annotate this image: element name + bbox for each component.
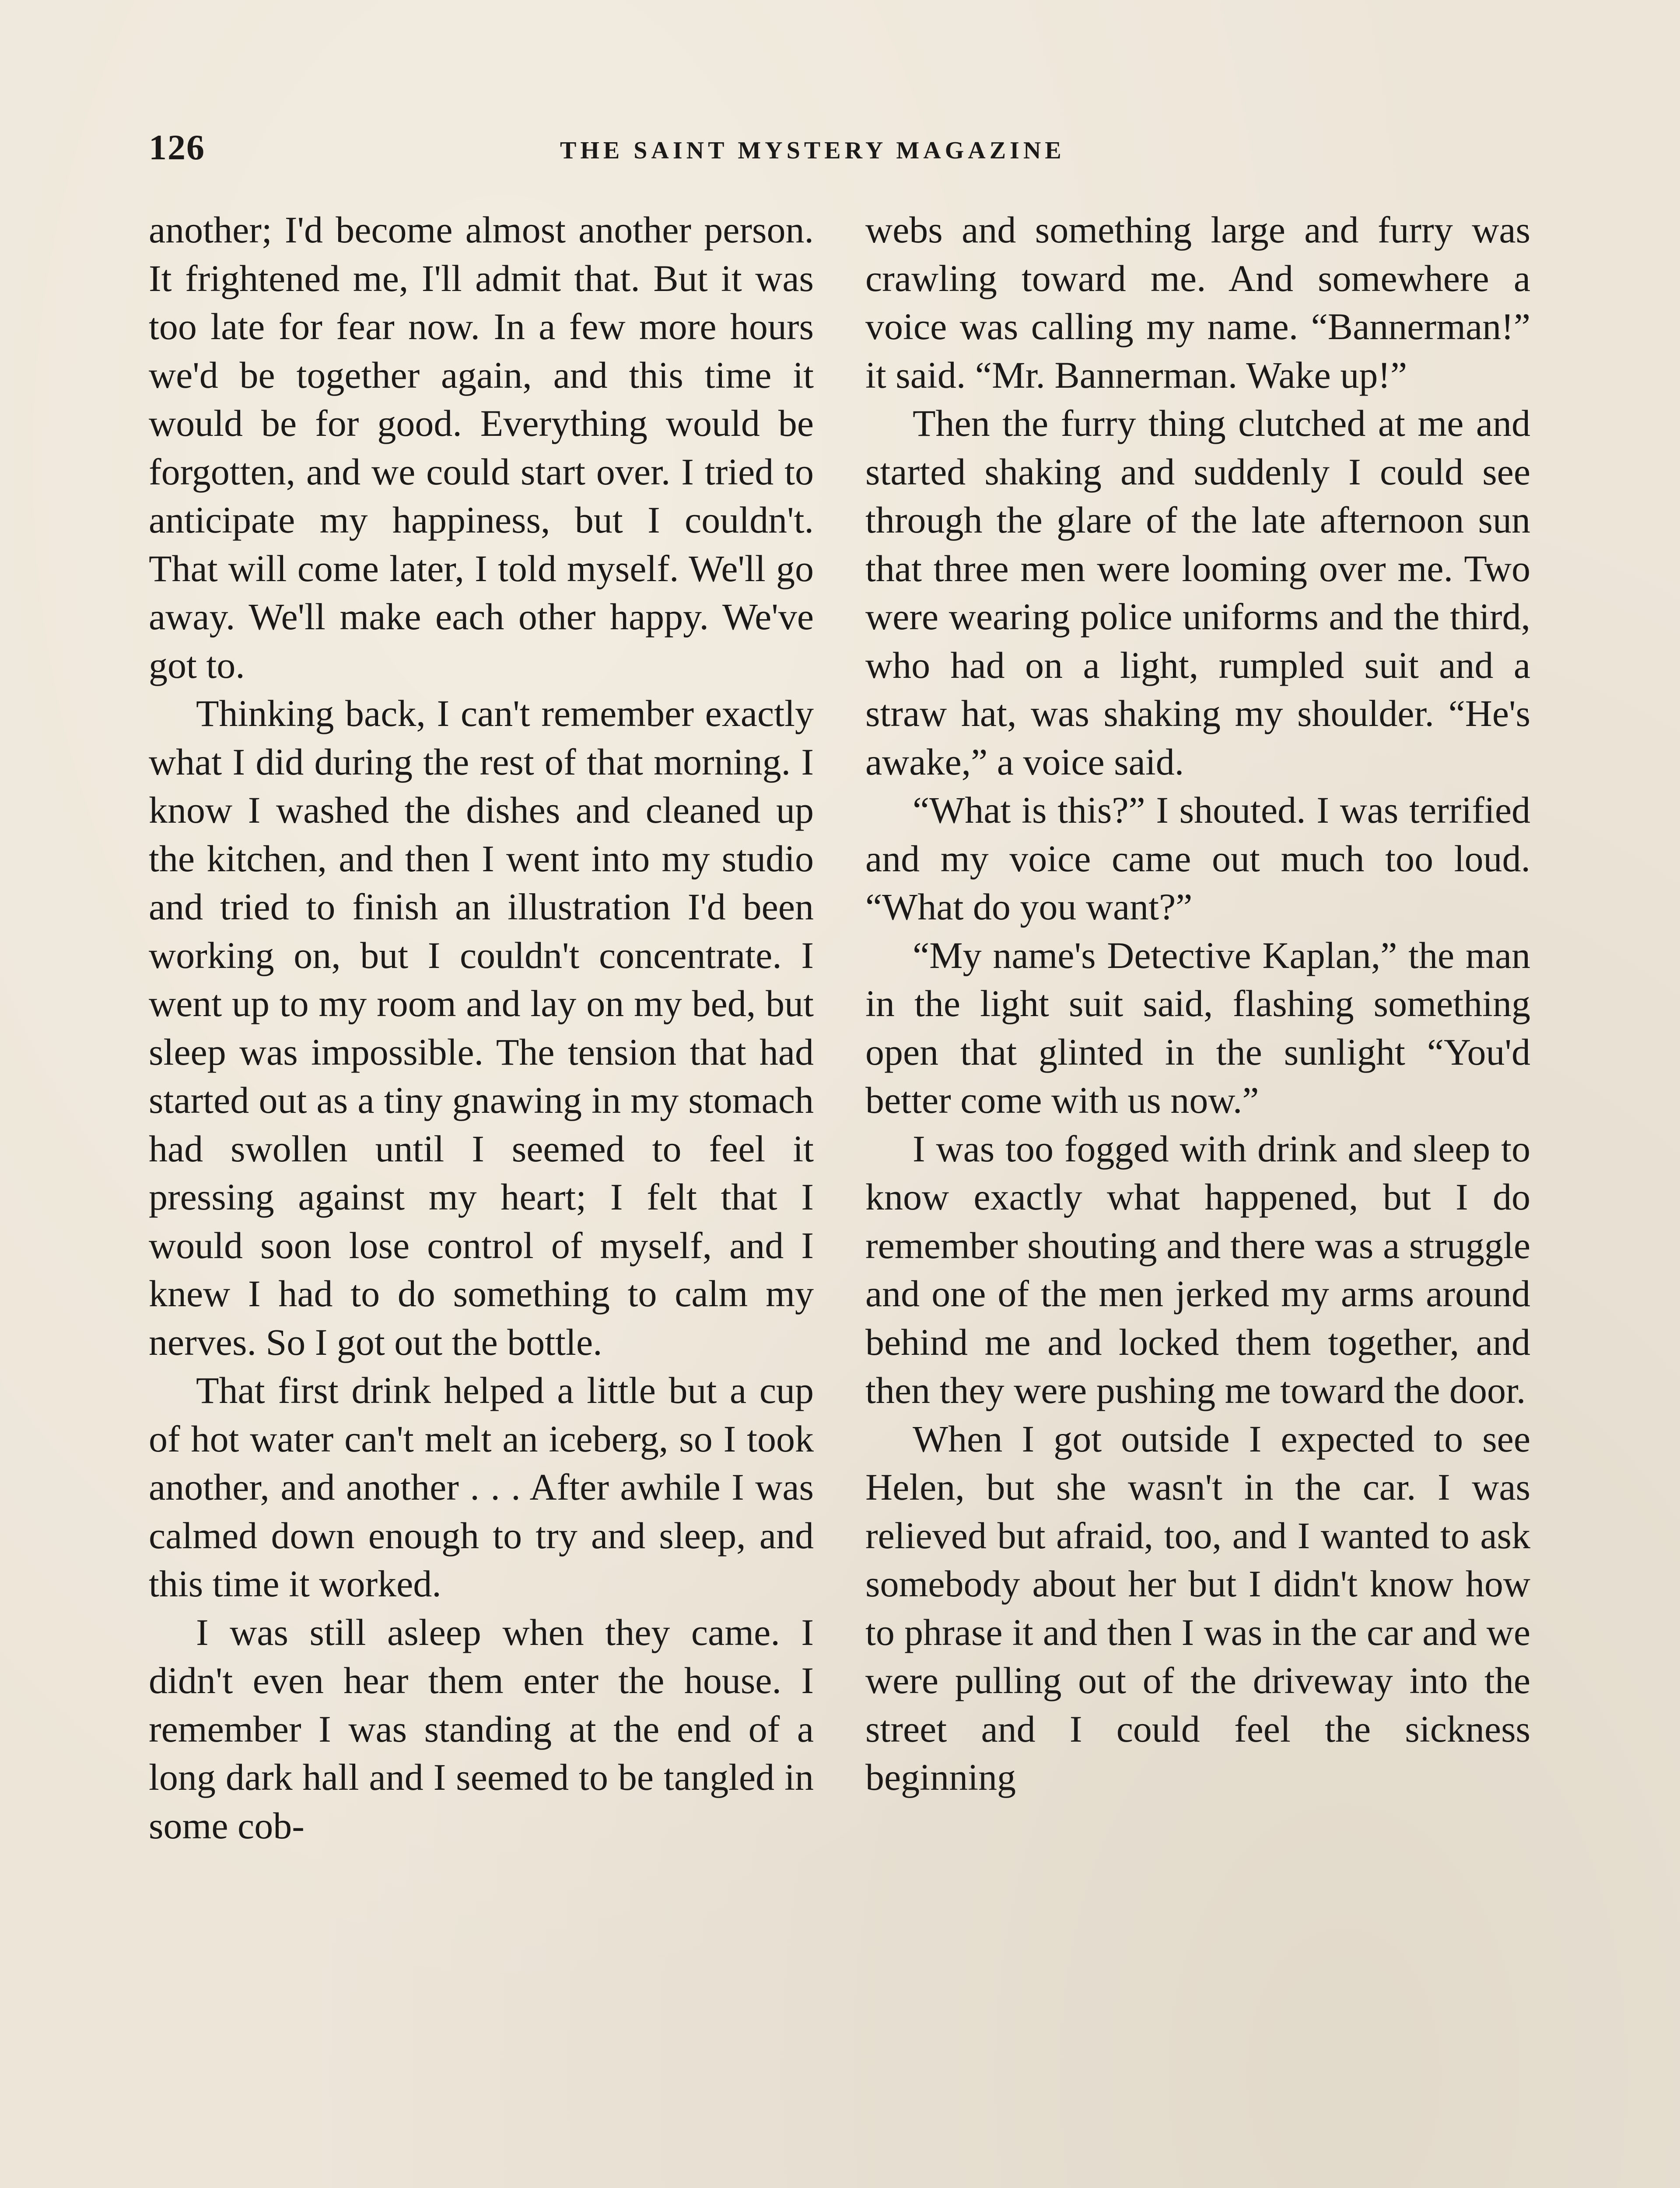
page-number: 126 — [149, 127, 205, 167]
paragraph: another; I'd become almost another person. It frightened me, I'll admit that. But it was too late for fear now. In a few more hours we'd be together again, and this time it would be for good. Everything would be forgotten, and we could start over. I tried to anticipate my happiness, but I couldn't. That will come later, I told myself. We'll go away. We'll make each other happy. We've got to. — [149, 209, 814, 686]
paragraph: Then the furry thing clutched at me and started shaking and suddenly I could see through the glare of the late afternoon sun that three men were looming over me. Two were wearing police uniforms and the third, who had on a light, rumpled suit and a straw hat, was shaking my shoulder. “He's awake,” a voice said. — [865, 402, 1530, 783]
paragraph: “What is this?” I shouted. I was terrified and my voice came out much too loud. “What do you want?” — [865, 789, 1530, 928]
paragraph: webs and something large and furry was crawling toward me. And somewhere a voice was calling my name. “Bannerman!” it said. “Mr. Bannerman. Wake up!” — [865, 209, 1530, 396]
paragraph: That first drink helped a little but a cup of hot water can't melt an iceberg, so I took another, and another . . . After awhile I was calmed down enough to try and sleep, and this time it worked. — [149, 1369, 814, 1605]
running-title: THE SAINT MYSTERY MAGAZINE — [560, 137, 1065, 164]
paragraph: Thinking back, I can't remember exactly what I did during the rest of that morning. I know I washed the dishes and cleaned up the kitchen, and then I went into my studio and tried to finish an illustration I'd been working on, but I couldn't concentrate. I went up to my room and lay on my bed, but sleep was impossible. The tension that had started out as a tiny gnawing in my stomach had swollen until I seemed to feel it pressing against my heart; I felt that I would soon lose control of myself, and I knew I had to do something to calm my nerves. So I got out the bottle. — [149, 692, 814, 1363]
paragraph: I was still asleep when they came. I didn't even hear them enter the house. I remember I was standing at the end of a long dark hall and I seemed to be tangled in some cob- — [149, 1611, 814, 1847]
paragraph: “My name's Detective Kaplan,” the man in the light suit said, flashing something open that glinted in the sunlight “You'd better come with us now.” — [865, 934, 1530, 1121]
paragraph: I was too fogged with drink and sleep to know exactly what happened, but I do remember shouting and there was a struggle and one of the men jerked my arms around behind me and locked them together, and then they were pushing me toward the door. — [865, 1127, 1530, 1411]
left-column — [149, 206, 814, 1850]
page-header — [149, 127, 1540, 175]
right-column — [865, 206, 1530, 1802]
paragraph: When I got outside I expected to see Helen, but she wasn't in the car. I was relieved but afraid, too, and I wanted to ask somebody about her but I didn't know how to phrase it and then I was in the car and we were pulling out of the driveway into the street and I could feel the sickness beginning — [865, 1417, 1530, 1798]
